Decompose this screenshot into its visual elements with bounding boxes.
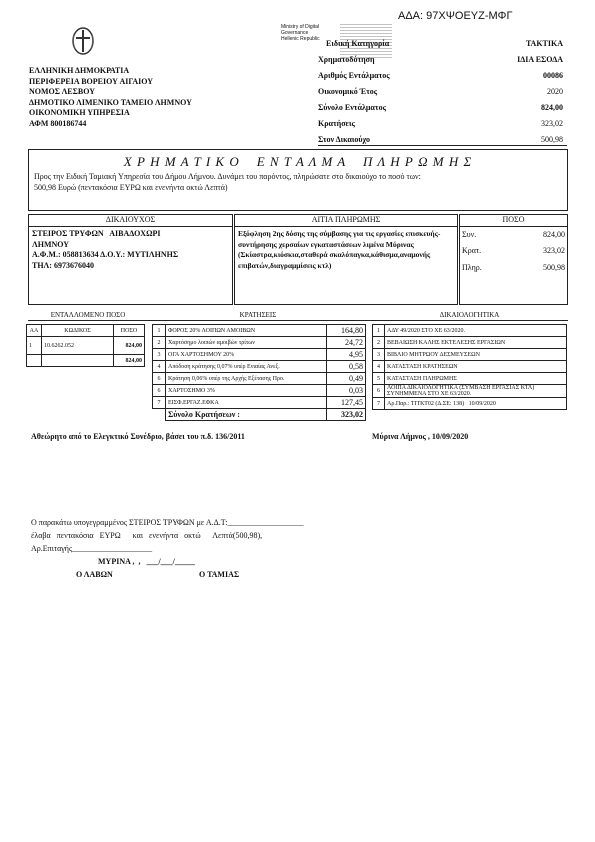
table-row: 1 ΦΟΡΟΣ 20% ΛΟΙΠΩΝ ΑΜΟΙΒΩΝ 164,80 (153, 325, 366, 337)
receipt-line-1: Ο παρακάτω υπογεγραμμένος ΣΤΕΙΡΟΣ ΤΡΥΦΩΝ με Α.Δ.Τ:___________________ (31, 518, 304, 527)
audit-exemption-note: Αθεώρητο από το Ελεγκτικό Συνέδριο, βάσει του π.δ. 136/2011 (31, 432, 245, 441)
cause-header: ΑΙΤΙΑ ΠΛΗΡΩΜΗΣ (235, 215, 457, 227)
table-row: 6 ΛΟΙΠΑ ΔΙΚΑΙΟΛΟΓΗΤΙΚΑ (ΣΥΜΒΑΣΗ ΕΡΓΑΣΙΑΣ ΚΤΛ) ΣΥΝΗΜΜΕΝΑ ΣΤΟ ΧΕ 63/2020. (373, 385, 567, 398)
ada-number: ΑΔΑ: 97ΧΨΟΕΥΖ-ΜΦΓ (398, 10, 513, 22)
receipt-line-2: έλαβα πεντακόσια ΕΥΡΩ και ενενήντα οκτώ Λεπτά(500,98), (31, 531, 263, 540)
amount-row: Κρατ. 323,02 (462, 246, 565, 255)
receipt-place-date: ΜΥΡΙΝΑ , , ___/___/_____ (98, 557, 195, 566)
beneficiary-phone: ΤΗΛ: 6973676040 (32, 260, 94, 270)
documents-table (372, 324, 567, 410)
document-title: Χ Ρ Η Μ Α Τ Ι Κ Ο Ε Ν Τ Α Λ Μ Α Π Λ Η Ρ Ω Μ Η Σ (123, 154, 473, 169)
beneficiary-header: ΔΙΚΑΙΟΥΧΟΣ (29, 215, 232, 227)
issuer-line: ΟΙΚΟΝΟΜΙΚΗ ΥΠΗΡΕΣΙΑ (29, 108, 130, 117)
table-row: 4 ΚΑΤΑΣΤΑΣΗ ΚΡΑΤΗΣΕΩΝ (373, 361, 567, 373)
payment-cause-box (234, 214, 458, 305)
divider (28, 320, 568, 321)
table-row: 4 Απόδοση κράτησης 0,07% υπέρ Ενιαίας Ανεξ. 0,58 (153, 361, 366, 373)
issuer-line: ΝΟΜΟΣ ΛΕΣΒΟΥ (29, 87, 95, 96)
greek-emblem-icon (70, 26, 96, 56)
digital-signature-stamp: Ministry of Digital Governance Hellenic Republic (281, 24, 320, 42)
issuer-line: ΑΦΜ 800186744 (29, 118, 87, 128)
table-row: 2 Χαρτόσημο λοιπών αμοιβών τρίτων 24,72 (153, 337, 366, 349)
table-row: 7 ΕΙΣΦ.ΕΡΓΑΖ.ΕΦΚΑ 127,45 (153, 397, 366, 409)
receipt-line-3: Αρ.Επιταγής____________________ (31, 544, 153, 553)
table-row: 2 ΒΕΒΑΙΩΣΗ ΚΑΛΗΣ ΕΚΤΕΛΕΣΗΣ ΕΡΓΑΣΙΩΝ (373, 337, 567, 349)
table-row: 5 ΚΑΤΑΣΤΑΣΗ ΠΛΗΡΩΜΗΣ (373, 373, 567, 385)
deductions-table (152, 324, 366, 421)
order-text: Προς την Ειδική Ταμιακή Υπηρεσία του Δήμου Λήμνου. Δυνάμει του παρόντος, πληρώσατε στο δικαιούχο το ποσό των: (34, 172, 421, 181)
table-row: 6 ΧΑΡΤΟΣΗΜΟ 3% 0,03 (153, 385, 366, 397)
place-date: Μύρινα Λήμνος , 10/09/2020 (372, 432, 469, 441)
cashier-label: Ο ΤΑΜΙΑΣ (199, 570, 240, 579)
beneficiary-afm: Α.Φ.Μ.: 058813634 Δ.Ο.Υ.: ΜΥΤΙΛΗΝΗΣ (32, 250, 179, 259)
budget-header: ΕΝΤΑΛΛΟΜΕΝΟ ΠΟΣΟ (50, 311, 126, 319)
amount-header: ΠΟΣΟ (460, 215, 567, 227)
amount-box (459, 214, 568, 305)
table-row: 7 Αρ.Παρ.: ΤΙΤΚΤ02 (Δ.ΣΕ: 138) 10/09/2020 (373, 398, 567, 410)
table-row: 1 10.6262.052 824,00 (27, 337, 145, 355)
budget-table (26, 324, 145, 367)
amount-row: Πληρ. 500,98 (462, 263, 565, 272)
table-total-row: Σύνολο Κρατήσεων : 323,02 (153, 409, 366, 421)
issuer-line: ΠΕΡΙΦΕΡΕΙΑ ΒΟΡΕΙΟΥ ΑΙΓΑΙΟΥ (29, 76, 154, 86)
documents-header: ΔΙΚΑΙΟΛΟΓΗΤΙΚΑ (439, 311, 500, 319)
payment-order-box (28, 149, 568, 211)
issuer-line: ΕΛΛΗΝΙΚΗ ΔΗΜΟΚΡΑΤΙΑ (29, 66, 130, 75)
beneficiary-box (28, 214, 233, 305)
table-row: 1 ΑΔΥ 49/2020 ΣΤΟ ΧΕ 63/2020. (373, 325, 567, 337)
cause-text: Εξόφληση 2ης δόσης της σύμβασης για τις εργασίες επισκευής-συντήρησης χερσαίων εγκαταστάσεων λιμένα Μύρινας (Σκίαστρα,κιόσκια,σταθερά σκαλόπαγκα,κάθισμα,αναμονής επιβατών,διαγραμμίσεις κτλ) (238, 229, 441, 270)
receiver-label: Ο ΛΑΒΩΝ (76, 570, 113, 579)
table-row: 6 Κράτηση 0,06% υπέρ της Αρχής Εξέτασης Προ. 0,49 (153, 373, 366, 385)
divider (318, 145, 567, 146)
table-row: 3 ΟΓΑ ΧΑΡΤΟΣΗΜΟΥ 20% 4,95 (153, 349, 366, 361)
deductions-header: ΚΡΑΤΗΣΕΙΣ (239, 311, 277, 319)
table-row: 3 ΒΙΒΛΙΟ ΜΗΤΡΩΟΥ ΔΕΣΜΕΥΣΕΩΝ (373, 349, 567, 361)
order-amount-text: 500,98 Ευρώ (πεντακόσια ΕΥΡΩ και ενενήντα οκτώ Λεπτά) (34, 183, 228, 192)
table-header-row: ΑΑ ΚΩΔΙΚΟΣ ΠΟΣΟ (27, 325, 145, 337)
beneficiary-details (32, 229, 178, 271)
amount-row: Συν. 824,00 (462, 230, 565, 239)
beneficiary-place: ΛΗΜΝΟΥ (32, 239, 70, 249)
table-row: 824,00 (27, 355, 145, 367)
issuer-line: ΔΗΜΟΤΙΚΟ ΛΙΜΕΝΙΚΟ ΤΑΜΕΙΟ ΛΗΜΝΟΥ (29, 97, 192, 107)
beneficiary-name: ΣΤΕΙΡΟΣ ΤΡΥΦΩΝ ΑΙΒΑΔΟΧΩΡΙ (32, 229, 161, 238)
issuer-block (29, 66, 192, 129)
